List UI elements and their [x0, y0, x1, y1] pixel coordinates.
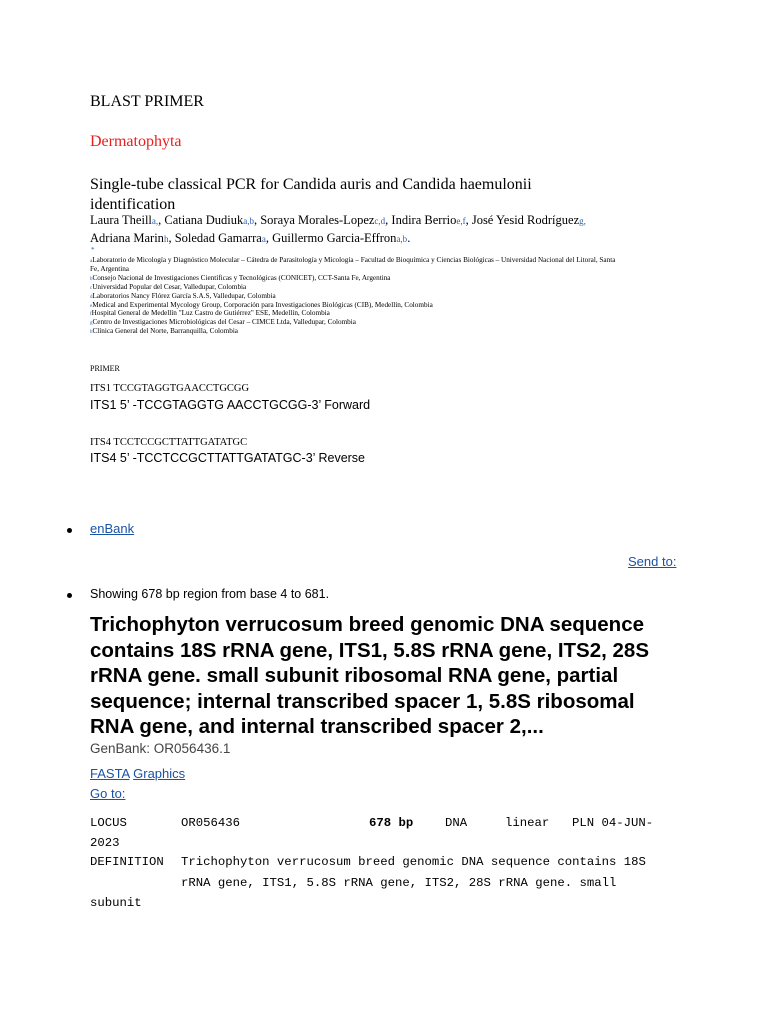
paper-title: Single-tube classical PCR for Candida auris and Candida haemulonii identification	[90, 176, 532, 213]
accession-number: GenBank: OR056436.1	[90, 741, 231, 756]
locus-length: 678 bp	[369, 816, 414, 830]
affiliation-mark[interactable]: c,d	[374, 216, 386, 226]
section-heading: Dermatophyta	[90, 133, 182, 150]
affiliation-item: hClínica General del Norte, Barranquilla, Colombia	[90, 327, 239, 336]
locus-key: LOCUS	[90, 816, 127, 830]
affiliation-item: cUniversidad Popular del Cesar, Valledupar, Colombia	[90, 282, 247, 291]
locus-name: OR056436	[181, 816, 241, 830]
corresponding-author-mark[interactable]: *	[91, 246, 95, 254]
affiliation-item: bConsejo Nacional de Investigaciones Científicas y Tecnológicas (CONICET), CCT-Santa Fe, Argentina	[90, 273, 391, 282]
goto-link[interactable]: Go to:	[90, 786, 126, 801]
author-name: .	[407, 231, 411, 245]
author-name: , Catiana Dudiuk	[158, 213, 244, 227]
definition-line: subunit	[90, 896, 142, 910]
author-name: , José Yesid Rodríguez	[465, 213, 580, 227]
affiliation-mark[interactable]: a,b	[396, 234, 408, 244]
locus-topology: linear	[505, 816, 550, 830]
affiliation-mark[interactable]: g,	[579, 216, 586, 226]
definition-line: rRNA gene, ITS1, 5.8S rRNA gene, ITS2, 28S rRNA gene. small	[181, 876, 617, 890]
definition-key: DEFINITION	[90, 855, 164, 869]
affiliation-mark[interactable]: a	[261, 234, 266, 244]
author-name: , Soraya Morales-Lopez	[253, 213, 375, 227]
affiliation-mark[interactable]: e,f	[456, 216, 466, 226]
primer-its4-reverse: ITS4 5’ -TCCTCCGCTTATTGATATGC-3’ Reverse	[90, 451, 366, 465]
record-title-line: rRNA gene. small subunit ribosomal RNA gene, partial	[90, 664, 619, 687]
primer-its1-sequence: ITS1 TCCGTAGGTGAACCTGCGG	[90, 383, 250, 394]
record-title-line: sequence; internal transcribed spacer 1, 5.8S ribosomal	[90, 689, 635, 713]
record-title-line: Trichophyton verrucosum breed genomic DNA sequence	[90, 613, 645, 636]
record-title-line: contains 18S rRNA gene, ITS1, 5.8S rRNA gene, ITS2, 28S	[90, 638, 649, 662]
locus-date: PLN 04-JUN-	[572, 816, 654, 830]
affiliation-list	[90, 257, 615, 337]
affiliation-item: aLaboratorio de Micología y Diagnóstico Molecular – Cátedra de Parasitología y Micología – Facultad de Bioquímica y Ciencias Biológicas – Universidad Nacional del Litoral, Santa	[90, 256, 616, 264]
record-title	[90, 612, 649, 740]
send-to-link[interactable]: Send to:	[628, 554, 677, 569]
genbank-link[interactable]: enBank	[90, 521, 135, 536]
primer-its1-forward: ITS1 5’ -TCCGTAGGTG AACCTGCGG-3’ Forward	[90, 398, 371, 412]
region-info: Showing 678 bp region from base 4 to 681.	[90, 587, 330, 601]
affiliation-item: fHospital General de Medellín "Luz Castro de Gutiérrez" ESE, Medellín, Colombia	[90, 309, 330, 318]
bullet	[67, 593, 72, 598]
primer-heading: PRIMER	[90, 364, 120, 373]
author-name: Adriana Marin	[90, 231, 164, 245]
author-name: , Soledad Gamarra	[168, 231, 262, 245]
authors-line-1	[90, 213, 586, 228]
document-title: BLAST PRIMER	[90, 93, 204, 110]
primer-its4-sequence: ITS4 TCCTCCGCTTATTGATATGC	[90, 437, 248, 448]
definition-line: Trichophyton verrucosum breed genomic DNA sequence contains 18S	[181, 855, 646, 869]
record-title-line: RNA gene, and internal transcribed spacer 2,...	[90, 715, 544, 738]
affiliation-item: Fe, Argentina	[90, 264, 129, 273]
affiliation-mark[interactable]: a,b	[243, 216, 254, 226]
affiliation-item: eMedical and Experimental Mycology Group, Corporación para Investigaciones Biológicas (CIB), Medellín, Colombia	[90, 300, 433, 309]
locus-type: DNA	[445, 816, 468, 830]
fasta-link[interactable]: FASTA	[90, 766, 130, 781]
bullet	[67, 528, 72, 533]
author-name: , Indira Berrio	[385, 213, 457, 227]
authors-line-2	[90, 231, 410, 246]
author-name: , Guillermo Garcia-Effron	[265, 231, 397, 245]
author-name: Laura Theill	[90, 213, 152, 227]
format-links	[90, 766, 185, 781]
affiliation-mark[interactable]: h	[163, 234, 169, 244]
locus-date-year: 2023	[90, 836, 120, 850]
affiliation-item: dLaboratorios Nancy Flórez García S.A.S, Valledupar, Colombia	[90, 291, 276, 300]
affiliation-item: gCentro de Investigaciones Microbiológicas del Cesar – CIMCE Ltda, Valledupar, Colombia	[90, 318, 356, 327]
affiliation-mark[interactable]: a,	[151, 216, 159, 226]
graphics-link[interactable]: Graphics	[133, 766, 186, 781]
